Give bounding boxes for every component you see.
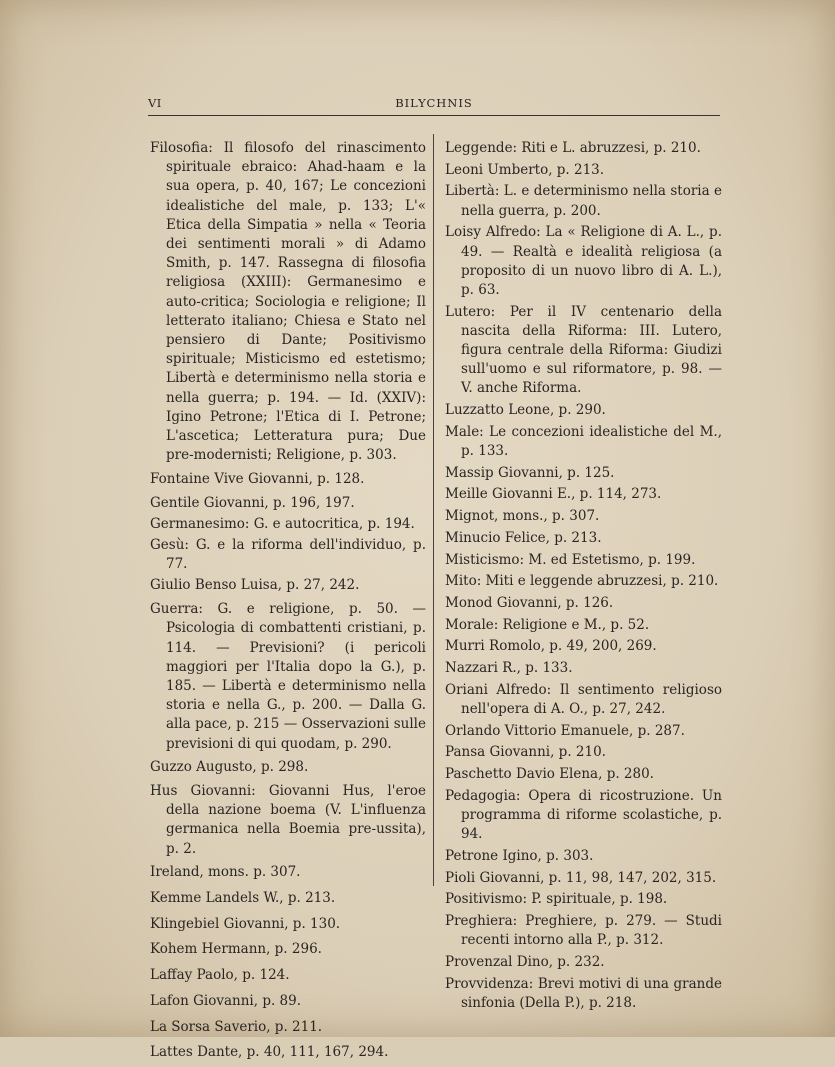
index-entry: Hus Giovanni: Giovanni Hus, l'eroe della nazione boema (V. L'influenza germanica nella Boemia pre-ussita), p. 2. — [150, 783, 426, 857]
index-entry: Meille Giovanni E., p. 114, 273. — [445, 486, 662, 503]
index-entry: Fontaine Vive Giovanni, p. 128. — [150, 470, 365, 487]
index-entry: Klingebiel Giovanni, p. 130. — [150, 915, 341, 932]
page-number: VI — [148, 96, 162, 110]
index-entry: Libertà: L. e determinismo nella storia e nella guerra, p. 200. — [445, 183, 722, 219]
index-entry: Filosofia: Il filosofo del rinascimento spirituale ebraico: Ahad-haam e la sua opera, p. 40, 167; Le concezioni idealistiche del male, p. 133; L'« Etica della Simpatia » nella « Teoria dei sentimenti morali » di Adamo Smith, p. 147. Rassegna di filosofia religiosa (XXIII): Germanesimo e auto-critica; Sociologia e religione; Il letterato italiano; Chiesa e Stato nel pensiero di Dante; Positivismo spirituale; Misticismo ed estetismo; Libertà e determinismo nella storia e nella guerra; p. 194. — Id. (XXIV): Igino Petrone; l'Etica di I. Petrone; L'ascetica; Letteratura pura; Due pre-modernisti; Religione, p. 303. — [150, 140, 426, 464]
index-column-left — [150, 139, 426, 1067]
column-divider — [433, 134, 434, 886]
index-entry: Nazzari R., p. 133. — [445, 660, 573, 677]
index-entry: Kohem Hermann, p. 296. — [150, 941, 322, 958]
index-entry: Luzzatto Leone, p. 290. — [445, 402, 606, 419]
index-entry: Minucio Felice, p. 213. — [445, 529, 602, 546]
index-entry: Monod Giovanni, p. 126. — [445, 594, 614, 611]
index-entry: Guerra: G. e religione, p. 50. — Psicologia di combattenti cristiani, p. 114. — Previsioni? (i pericoli maggiori per l'Italia dopo la G.), p. 185. — Libertà e determinismo nella storia e nella G., p. 200. — Dalla G. alla pace, p. 215 — Osservazioni sulle previsioni di qui quodam, p. 290. — [150, 601, 426, 752]
index-entry: Positivismo: P. spirituale, p. 198. — [445, 891, 668, 908]
running-title: BILYCHNIS — [395, 96, 473, 110]
index-entry: Provenzal Dino, p. 232. — [445, 953, 605, 970]
index-entry: Guzzo Augusto, p. 298. — [150, 759, 309, 776]
index-entry: La Sorsa Saverio, p. 211. — [150, 1018, 323, 1035]
index-entry: Pioli Giovanni, p. 11, 98, 147, 202, 315. — [445, 869, 717, 886]
page-header — [148, 96, 720, 116]
index-entry: Preghiera: Preghiere, p. 279. — Studi recenti intorno alla P., p. 312. — [445, 913, 722, 949]
index-entry: Ireland, mons. p. 307. — [150, 864, 301, 881]
index-entry: Leggende: Riti e L. abruzzesi, p. 210. — [445, 140, 701, 156]
index-entry: Petrone Igino, p. 303. — [445, 847, 594, 864]
index-entry: Mito: Miti e leggende abruzzesi, p. 210. — [445, 573, 719, 590]
index-entry: Gentile Giovanni, p. 196, 197. — [150, 494, 355, 511]
index-entry: Oriani Alfredo: Il sentimento religioso nell'opera di A. O., p. 27, 242. — [445, 681, 722, 717]
index-entry: Lafon Giovanni, p. 89. — [150, 992, 302, 1009]
index-entry: Mignot, mons., p. 307. — [445, 508, 600, 525]
index-entry: Giulio Benso Luisa, p. 27, 242. — [150, 577, 360, 594]
index-entry: Morale: Religione e M., p. 52. — [445, 616, 650, 633]
index-entry: Misticismo: M. ed Estetismo, p. 199. — [445, 551, 696, 568]
index-entry: Laffay Paolo, p. 124. — [150, 967, 290, 984]
index-entry: Pansa Giovanni, p. 210. — [445, 744, 606, 761]
header-rule — [148, 115, 720, 116]
index-entry: Lutero: Per il IV centenario della nascita della Riforma: III. Lutero, figura centrale della Riforma: Giudizi sull'uomo e sul riformatore, p. 98. — V. anche Riforma. — [445, 303, 722, 397]
index-column-right — [445, 139, 722, 1016]
index-entry: Massip Giovanni, p. 125. — [445, 464, 615, 481]
index-entry: Male: Le concezioni idealistiche del M., p. 133. — [445, 423, 722, 460]
index-entry: Orlando Vittorio Emanuele, p. 287. — [445, 722, 685, 739]
index-entry: Pedagogia: Opera di ricostruzione. Un programma di riforme scolastiche, p. 94. — [445, 787, 722, 843]
index-entry: Gesù: G. e la riforma dell'individuo, p. 77. — [150, 537, 426, 573]
index-entry: Lattes Dante, p. 40, 111, 167, 294. — [150, 1044, 389, 1061]
index-entry: Provvidenza: Brevi motivi di una grande sinfonia (Della P.), p. 218. — [445, 975, 722, 1011]
index-entry: Kemme Landels W., p. 213. — [150, 890, 336, 907]
index-entry: Loisy Alfredo: La « Religione di A. L., p. 49. — Realtà e idealità religiosa (a proposito di un nuovo libro di A. L.), p. 63. — [445, 224, 722, 298]
index-entry: Leoni Umberto, p. 213. — [445, 161, 605, 178]
index-entry: Germanesimo: G. e autocritica, p. 194. — [150, 515, 415, 532]
index-entry: Murri Romolo, p. 49, 200, 269. — [445, 638, 657, 655]
index-entry: Paschetto Davio Elena, p. 280. — [445, 766, 654, 783]
